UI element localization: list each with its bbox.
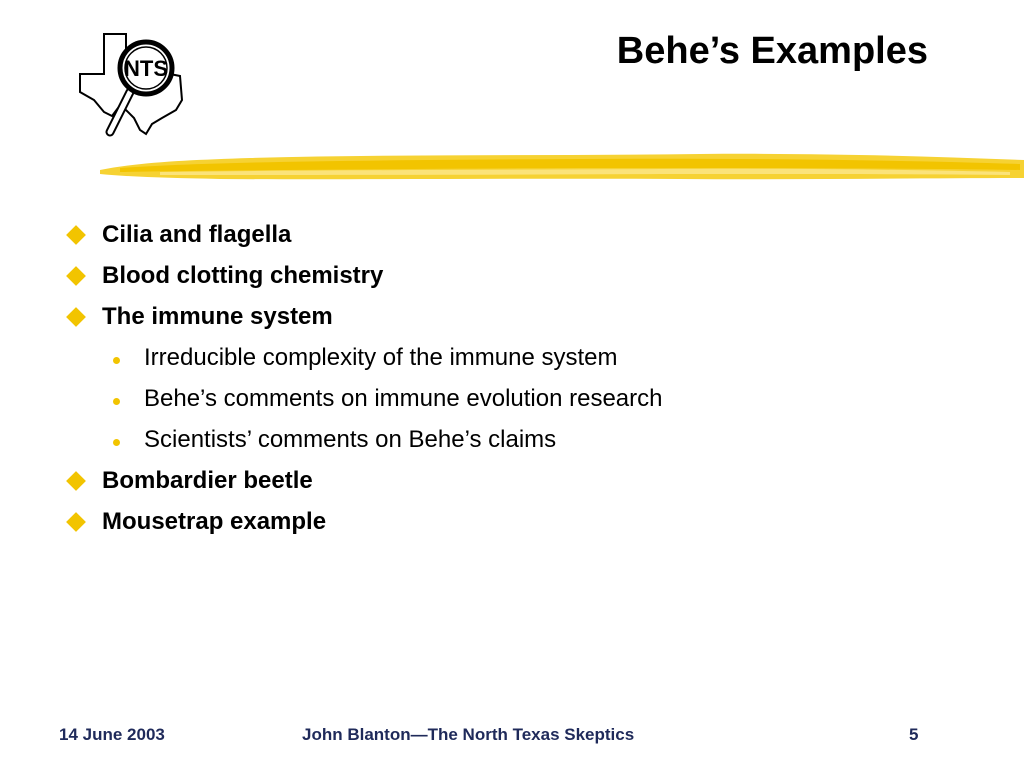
dot-bullet-icon: [113, 357, 120, 364]
sub-bullet-item: [64, 419, 964, 460]
bullet-text: Blood clotting chemistry: [102, 261, 384, 289]
logo-text: NTS: [124, 56, 168, 81]
dot-bullet-icon: [113, 439, 120, 446]
bullet-list: [64, 214, 964, 542]
nts-logo: [74, 30, 194, 140]
footer-author: John Blanton—The North Texas Skeptics: [302, 725, 635, 744]
slide-title: Behe’s Examples: [616, 30, 928, 72]
bullet-text: Mousetrap example: [102, 507, 327, 535]
diamond-bullet-icon: [66, 512, 86, 532]
sub-bullet-text: Scientists’ comments on Behe’s claims: [144, 425, 557, 453]
bullet-item: [64, 214, 964, 255]
bullet-text: Bombardier beetle: [102, 466, 313, 494]
bullet-item: [64, 255, 964, 296]
bullet-text: Cilia and flagella: [102, 220, 292, 248]
sub-bullet-text: Irreducible complexity of the immune system: [144, 343, 618, 371]
sub-bullet-text: Behe’s comments on immune evolution research: [144, 384, 663, 412]
diamond-bullet-icon: [66, 266, 86, 286]
yellow-brush-divider: [100, 148, 1024, 188]
bullet-item: [64, 460, 964, 501]
bullet-item: [64, 296, 964, 337]
diamond-bullet-icon: [66, 225, 86, 245]
diamond-bullet-icon: [66, 471, 86, 491]
bullet-item: [64, 501, 964, 542]
dot-bullet-icon: [113, 398, 120, 405]
slide-number: 5: [909, 725, 919, 744]
diamond-bullet-icon: [66, 307, 86, 327]
footer-date: 14 June 2003: [59, 725, 165, 744]
bullet-text: The immune system: [102, 302, 333, 330]
sub-bullet-item: [64, 378, 964, 419]
sub-bullet-item: [64, 337, 964, 378]
